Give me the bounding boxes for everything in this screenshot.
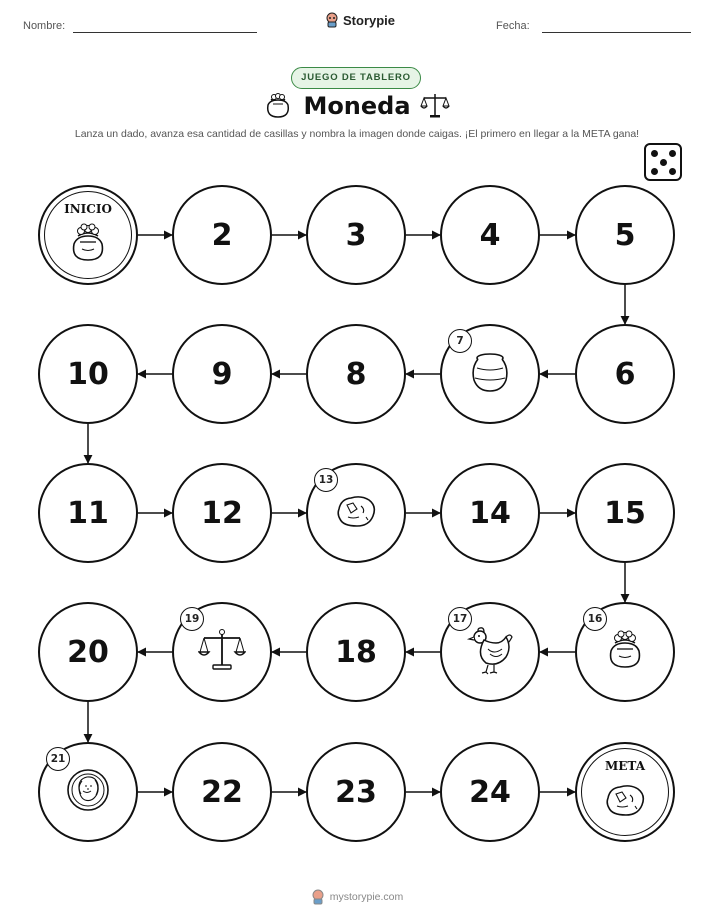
- cell-number: 10: [67, 356, 109, 392]
- coin-sack-icon: [603, 629, 647, 675]
- coin-sack-icon: [66, 222, 110, 268]
- instructions: Lanza un dado, avanza esa cantidad de casillas y nombra la imagen donde caigas. ¡El primero en llegar a la META gana!: [74, 128, 640, 140]
- board-cell-6: [575, 324, 675, 424]
- cell-number: 24: [469, 774, 511, 810]
- board-cell-12: [172, 463, 272, 563]
- cell-number: 15: [604, 495, 646, 531]
- cell-number: 23: [335, 774, 377, 810]
- footer-url[interactable]: mystorypie.com: [329, 891, 404, 903]
- cell-number: 22: [201, 774, 243, 810]
- date-label: Fecha:: [496, 20, 530, 32]
- ore-rock-icon: [333, 491, 379, 535]
- cell-number: 18: [335, 634, 377, 670]
- mascot-icon: [311, 889, 325, 905]
- cell-number-tag: 19: [180, 607, 204, 631]
- ore-rock-icon: [602, 780, 648, 824]
- cell-number: 4: [479, 217, 501, 253]
- board-cell-10: [38, 324, 138, 424]
- lion-coin-icon: [65, 767, 111, 817]
- board-cell-9: [172, 324, 272, 424]
- board-cell-15: [575, 463, 675, 563]
- cell-number: 11: [67, 495, 109, 531]
- board-cell-24: [440, 742, 540, 842]
- cell-number-tag: 13: [314, 468, 338, 492]
- board-cell-5: [575, 185, 675, 285]
- cell-number-tag: 17: [448, 607, 472, 631]
- board-cell-18: [306, 602, 406, 702]
- name-label: Nombre:: [23, 20, 66, 32]
- cell-number: 5: [614, 217, 636, 253]
- balance-scale-icon: [198, 627, 246, 677]
- cell-number: 8: [345, 356, 367, 392]
- goal-label: META: [604, 759, 645, 773]
- page-title: Moneda: [303, 92, 411, 120]
- hen-icon: [466, 625, 514, 679]
- cell-number: 9: [211, 356, 233, 392]
- board-cell-22: [172, 742, 272, 842]
- cell-number-tag: 16: [583, 607, 607, 631]
- footer: [0, 889, 714, 905]
- board-cell-1: [38, 185, 138, 285]
- cell-number-tag: 7: [448, 329, 472, 353]
- clay-pot-icon: [467, 350, 513, 398]
- board-cell-11: [38, 463, 138, 563]
- board-cell-2: [172, 185, 272, 285]
- board-cell-8: [306, 324, 406, 424]
- board-cell-25: [575, 742, 675, 842]
- board-cell-20: [38, 602, 138, 702]
- cell-number: 12: [201, 495, 243, 531]
- board-cell-14: [440, 463, 540, 563]
- cell-number: 2: [211, 217, 233, 253]
- cell-number-tag: 21: [46, 747, 70, 771]
- cell-number: 3: [345, 217, 367, 253]
- game-type-badge: JUEGO DE TABLERO: [291, 67, 421, 89]
- board-cell-23: [306, 742, 406, 842]
- start-label: INICIO: [64, 202, 112, 216]
- board-cell-3: [306, 185, 406, 285]
- brand-name: Storypie: [343, 12, 396, 28]
- cell-number: 20: [67, 634, 109, 670]
- cell-number: 14: [469, 495, 511, 531]
- board-cell-4: [440, 185, 540, 285]
- cell-number: 6: [614, 356, 636, 392]
